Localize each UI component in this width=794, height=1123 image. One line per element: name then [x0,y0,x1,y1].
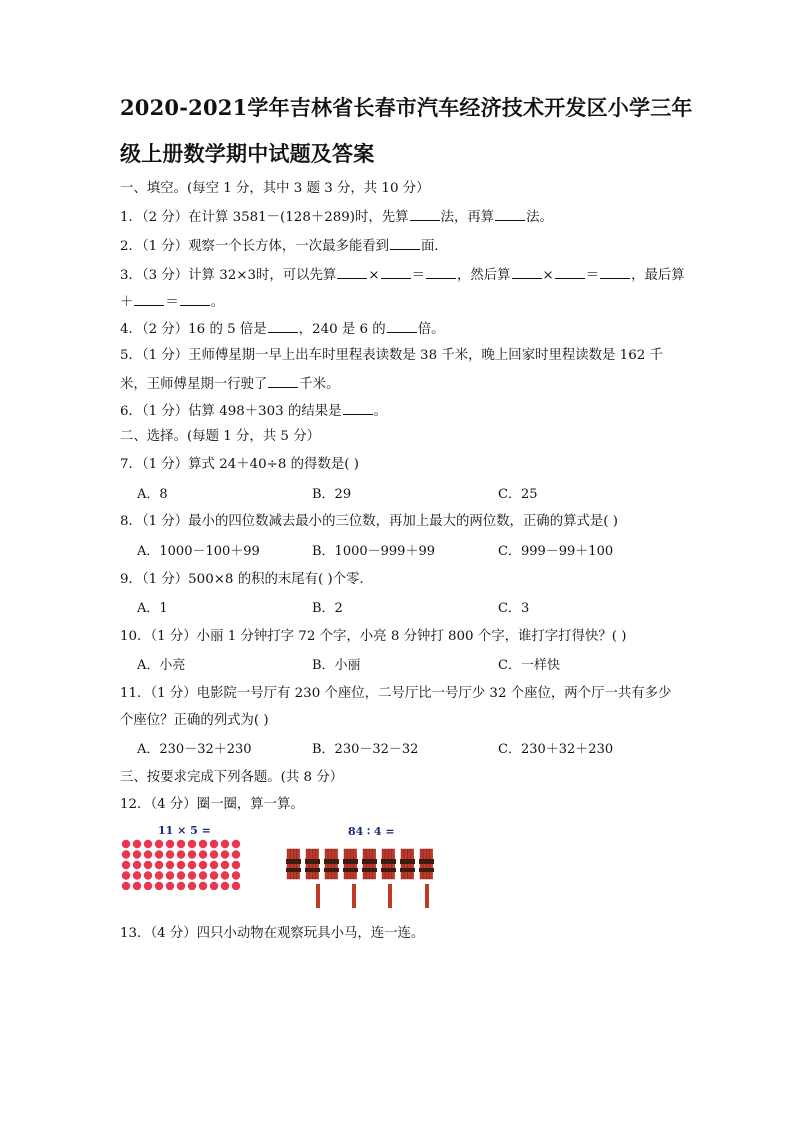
single-stick [352,884,356,908]
dot [188,850,196,858]
dot [188,840,196,848]
dot [155,850,163,858]
dot [122,882,130,890]
dot [155,882,163,890]
answer-blank[interactable] [512,265,542,279]
dot [232,840,240,848]
dot [199,871,207,879]
dot [155,871,163,879]
dot [232,882,240,890]
stick-bundle [419,849,434,879]
dot-grid [122,840,240,890]
question-7: 7．（1 分）算式 24＋40÷8 的得数是( ) [120,457,359,472]
option-b[interactable]: B．1000－999＋99 [312,544,435,559]
dot [144,882,152,890]
answer-blank[interactable] [134,292,164,306]
stick-bundle [324,849,339,879]
dot [122,871,130,879]
dot [133,882,141,890]
answer-blank[interactable] [381,265,411,279]
dot [122,850,130,858]
question-12: 12．（4 分）圈一圈，算一算。 [120,797,304,812]
dot [177,871,185,879]
dot [221,861,229,869]
dot [133,861,141,869]
option-c[interactable]: C．230＋32＋230 [498,742,614,757]
answer-blank[interactable] [426,265,456,279]
dot [144,840,152,848]
dot [199,861,207,869]
section-fill-blank-heading: 一、填空。(每空 1 分，其中 3 题 3 分，共 10 分） [120,181,430,196]
dot-array-figure [120,822,245,890]
dot [166,850,174,858]
dot [188,861,196,869]
dot [144,861,152,869]
dot [144,871,152,879]
question-11-continued: 个座位？正确的列式为( ) [120,713,269,728]
dot [232,871,240,879]
answer-blank[interactable] [343,401,373,415]
question-3: 3．（3 分）计算 32×3时，可以先算 × ＝ ，然后算 × ＝ ，最后算 [120,265,685,285]
dot [177,850,185,858]
option-b[interactable]: B．2 [312,601,343,616]
answer-blank[interactable] [337,265,367,279]
page-title-line1: 2020-2021学年吉林省长春市汽车经济技术开发区小学三年 [120,95,693,120]
dot [199,840,207,848]
dot [177,882,185,890]
stick-bundles-figure [282,822,442,912]
option-b[interactable]: B．230－32－32 [312,742,419,757]
dot [155,840,163,848]
dot [166,840,174,848]
question-2: 2．（1 分）观察一个长方体，一次最多能看到 面． [120,236,448,256]
single-stick [388,884,392,908]
answer-blank[interactable] [268,374,298,388]
dot [221,840,229,848]
answer-blank[interactable] [555,265,585,279]
option-a[interactable]: A．8 [137,487,168,502]
answer-blank[interactable] [410,207,440,221]
dot [199,882,207,890]
question-5-continued: 米，王师傅星期一行驶了 千米。 [120,374,339,394]
option-a[interactable]: A．1000－100＋99 [137,544,260,559]
dot [221,871,229,879]
section-choice-heading: 二、选择。(每题 1 分，共 5 分） [120,429,320,444]
question-1: 1．（2 分）在计算 3581－(128＋289)时，先算 法，再算 法。 [120,207,553,227]
dot [210,882,218,890]
question-13: 13．（4 分）四只小动物在观察玩具小马，连一连。 [120,926,425,941]
single-sticks [316,884,429,908]
option-a[interactable]: A．1 [137,601,168,616]
dot [166,861,174,869]
dot [133,871,141,879]
dot [199,850,207,858]
dot [166,871,174,879]
stick-bundle [400,849,415,879]
question-9: 9．（1 分）500×8 的积的末尾有( )个零． [120,572,373,587]
dot [122,840,130,848]
dot [232,861,240,869]
fig1-label: 11 × 5 = [158,824,211,837]
stick-bundle [362,849,377,879]
dot [188,871,196,879]
option-c[interactable]: C．一样快 [498,658,560,673]
section-tasks-heading: 三、按要求完成下列各题。(共 8 分） [120,770,344,785]
dot [133,850,141,858]
answer-blank[interactable] [387,319,417,333]
dot [177,840,185,848]
answer-blank[interactable] [390,236,420,250]
answer-blank[interactable] [495,207,525,221]
question-5: 5．（1 分）王师傅星期一早上出车时里程表读数是 38 千米，晚上回家时里程读数是 162 千 [120,348,663,363]
dot [210,840,218,848]
stick-bundle [305,849,320,879]
stick-bundle [381,849,396,879]
dot [221,850,229,858]
answer-blank[interactable] [180,292,210,306]
option-a[interactable]: A．小亮 [137,658,186,673]
option-b[interactable]: B．29 [312,487,352,502]
question-3-continued: ＋ ＝ 。 [120,292,224,312]
single-stick [425,884,429,908]
question-4: 4．（2 分）16 的 5 倍是 ，240 是 6 的 倍。 [120,319,444,339]
option-c[interactable]: C．999－99＋100 [498,544,614,559]
dot [221,882,229,890]
dot [122,861,130,869]
dot [210,871,218,879]
dot [177,861,185,869]
dot [210,850,218,858]
option-a[interactable]: A．230－32＋230 [137,742,252,757]
fig2-label: 84 ∶ 4 = [348,825,395,838]
answer-blank[interactable] [600,265,630,279]
single-stick [316,884,320,908]
dot [133,840,141,848]
option-c[interactable]: C．25 [498,487,538,502]
stick-bundle [343,849,358,879]
dot [210,861,218,869]
stick-bundle [286,849,301,879]
dot [232,850,240,858]
answer-blank[interactable] [268,319,298,333]
page-title-line2: 级上册数学期中试题及答案 [120,141,375,166]
option-b[interactable]: B．小丽 [312,658,361,673]
question-10: 10．（1 分）小丽 1 分钟打字 72 个字，小亮 8 分钟打 800 个字，谁打字打得快？( ) [120,629,627,644]
dot [166,882,174,890]
dot [144,850,152,858]
option-c[interactable]: C．3 [498,601,530,616]
dot [188,882,196,890]
stick-bundles [286,849,434,879]
question-8: 8．（1 分）最小的四位数减去最小的三位数，再加上最大的两位数，正确的算式是( ) [120,514,618,529]
question-11: 11．（1 分）电影院一号厅有 230 个座位，二号厅比一号厅少 32 个座位，两个厅一共有多少 [120,686,672,701]
question-6: 6．（1 分）估算 498＋303 的结果是 。 [120,401,387,421]
dot [155,861,163,869]
